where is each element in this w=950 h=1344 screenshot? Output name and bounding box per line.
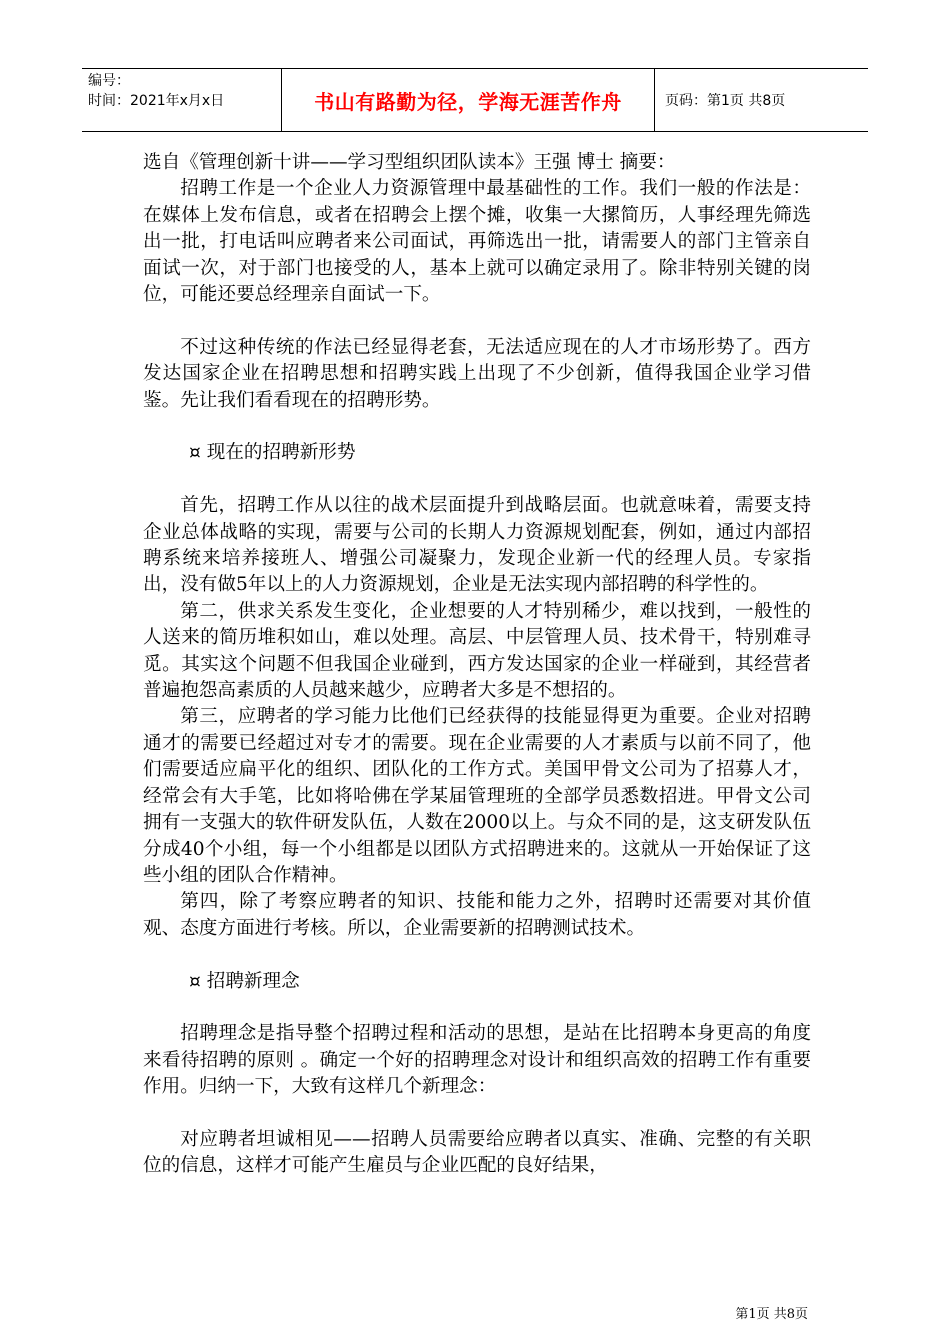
header-motto: 书山有路勤为径，学海无涯苦作舟	[314, 89, 622, 114]
page-footer: 第1页 共8页	[735, 1307, 808, 1322]
section-heading: ¤ 招聘新理念	[189, 970, 300, 992]
document-body	[143, 150, 811, 1180]
paragraph: 第四，除了考察应聘者的知识、技能和能力之外，招聘时还需要对其价值观、态度方面进行考核。所以，企业需要新的招聘测试技术。	[143, 891, 811, 939]
section-heading: ¤ 现在的招聘新形势	[189, 442, 356, 464]
paragraph: 第三，应聘者的学习能力比他们已经获得的技能显得更为重要。企业对招聘通才的需要已经超过对专才的需要。现在企业需要的人才素质与以前不同了，他们需要适应扁平化的组织、团队化的工作方式。美国甲骨文公司为了招募人才，经常会有大手笔，比如将哈佛在学某届管理班的全部学员悉数招进。甲骨文公司拥有一支强大的软件研发队伍，人数在2000以上。与众不同的是，这支研发队伍分成40个小组，每一个小组都是以团队方式招聘进来的。这就从一开始保证了这些小组的团队合作精神。	[143, 706, 811, 886]
paragraph: 不过这种传统的作法已经显得老套，无法适应现在的人才市场形势了。西方发达国家企业在招聘思想和招聘实践上出现了不少创新，值得我国企业学习借鉴。先让我们看看现在的招聘形势。	[143, 336, 811, 411]
paragraph: 对应聘者坦诚相见——招聘人员需要给应聘者以真实、准确、完整的有关职位的信息，这样才可能产生雇员与企业匹配的良好结果，	[143, 1128, 811, 1177]
header-page-cell	[655, 69, 868, 131]
paragraph: 第二，供求关系发生变化，企业想要的人才特别稀少，难以找到，一般性的人送来的简历堆积如山，难以处理。高层、中层管理人员、技术骨干，特别难寻觅。其实这个问题不但我国企业碰到，西方发达国家的企业一样碰到，其经营者普遍抱怨高素质的人员越来越少，应聘者大多是不想招的。	[143, 600, 811, 702]
source-line: 选自《管理创新十讲——学习型组织团队读本》王强 博士 摘要：	[143, 152, 676, 173]
header-motto-cell	[282, 69, 655, 131]
header-meta	[82, 69, 282, 131]
paragraph: 招聘工作是一个企业人力资源管理中最基础性的工作。我们一般的作法是：在媒体上发布信息，或者在招聘会上摆个摊，收集一大摞简历，人事经理先筛选出一批，打电话叫应聘者来公司面试，再筛选出一批，请需要人的部门主管亲自面试一次，对于部门也接受的人，基本上就可以确定录用了。除非特别关键的岗位，可能还要总经理亲自面试一下。	[143, 178, 811, 306]
page-header	[82, 68, 868, 132]
paragraph: 招聘理念是指导整个招聘过程和活动的思想，是站在比招聘本身更高的角度来看待招聘的原则 。确定一个好的招聘理念对设计和组织高效的招聘工作有重要作用。归纳一下，大致有这样几个新理念：	[143, 1023, 811, 1098]
document-time: 时间：2021年x月x日	[88, 93, 225, 109]
header-page-number: 页码：第1页 共8页	[665, 93, 786, 109]
paragraph: 首先，招聘工作从以往的战术层面提升到战略层面。也就意味着，需要支持企业总体战略的实现，需要与公司的长期人力资源规划配套，例如，通过内部招聘系统来培养接班人、增强公司凝聚力，发现企业新一代的经理人员。专家指出，没有做5年以上的人力资源规划，企业是无法实现内部招聘的科学性的。	[143, 495, 811, 596]
document-number: 编号：	[88, 73, 130, 89]
